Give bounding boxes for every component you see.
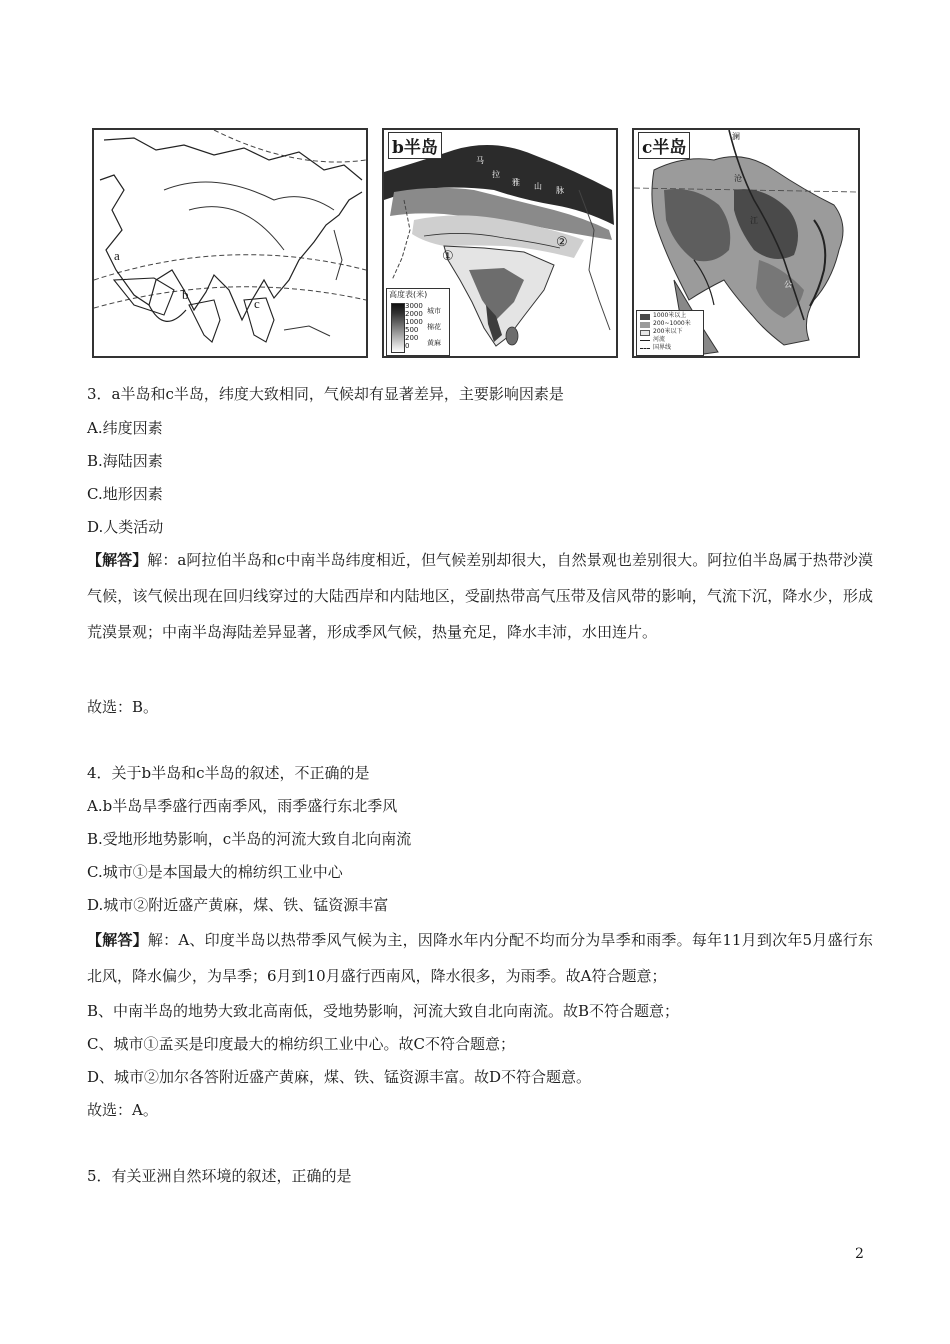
city-marker-2: ② xyxy=(556,234,568,249)
q4-option-a: A.b半岛旱季盛行西南季风，雨季盛行东北季风 xyxy=(87,797,398,815)
india-map xyxy=(382,128,618,358)
legend-city: 城市 xyxy=(427,307,441,315)
mountain-char: 拉 xyxy=(492,170,500,179)
q4-stem: 4．关于b半岛和c半岛的叙述，不正确的是 xyxy=(87,764,370,782)
indochina-map-title: c半岛 xyxy=(638,132,690,159)
q4-option-c: C.城市①是本国最大的棉纺织工业中心 xyxy=(87,863,343,881)
q4-answer-label: 【解答】 xyxy=(87,931,148,949)
legend-level: 0 xyxy=(405,342,410,350)
q4-choice: 故选：A。 xyxy=(87,1101,158,1119)
legend-level: 200 xyxy=(405,334,419,342)
page-number: 2 xyxy=(855,1246,864,1262)
q3-option-a: A.纬度因素 xyxy=(87,419,163,437)
legend-level: 3000 xyxy=(405,302,423,310)
terrain-legend xyxy=(636,310,704,356)
legend-swatch xyxy=(640,330,650,336)
mountain-char: 马 xyxy=(476,156,484,165)
q3-choice: 故选：B。 xyxy=(87,698,159,716)
legend-cotton: 棉花 xyxy=(427,323,441,331)
map-char-gong: 公 xyxy=(784,280,792,289)
asia-map xyxy=(92,128,368,358)
legend-level: 2000 xyxy=(405,310,423,318)
legend-level: 1000 xyxy=(405,318,423,326)
map-label-b: b xyxy=(182,287,189,302)
q3-option-c: C.地形因素 xyxy=(87,485,163,503)
legend-swatch xyxy=(640,322,650,328)
map-label-a: a xyxy=(114,248,120,263)
mountain-char: 脉 xyxy=(556,186,564,195)
legend-item: 河流 xyxy=(653,336,666,343)
legend-border-line xyxy=(640,348,650,349)
river-char: 澜 xyxy=(732,132,740,141)
legend-swatch xyxy=(640,314,650,320)
q4-answer-a-text: 解：A、印度半岛以热带季风气候为主，因降水年内分配不均而分为旱季和雨季。每年11月到次年5月盛行东北风，降水偏少，为旱季；6月到10月盛行西南风，降水很多，为雨季。故A符合题意； xyxy=(87,931,873,985)
legend-item: 200米以下 xyxy=(653,328,683,335)
mountain-char: 山 xyxy=(534,182,542,191)
legend-jute: 黄麻 xyxy=(427,339,441,347)
figure-maps xyxy=(92,128,860,358)
mountain-char: 喜 xyxy=(452,138,460,147)
legend-item: 1000米以上 xyxy=(653,312,687,319)
indochina-map xyxy=(632,128,860,358)
river-char: 江 xyxy=(750,216,758,225)
elevation-legend xyxy=(386,288,450,356)
q4-answer-c: C、城市①孟买是印度最大的棉纺织工业中心。故C不符合题意； xyxy=(87,1035,515,1053)
q3-option-b: B.海陆因素 xyxy=(87,452,163,470)
q4-answer-b: B、中南半岛的地势大致北高南低，受地势影响，河流大致自北向南流。故B不符合题意； xyxy=(87,1002,680,1020)
india-map-title: b半岛 xyxy=(388,132,442,159)
river-char: 沧 xyxy=(734,174,742,183)
q4-answer-a xyxy=(87,922,873,994)
q3-stem: 3．a半岛和c半岛，纬度大致相同，气候却有显著差异，主要影响因素是 xyxy=(87,385,564,403)
q3-answer-text: 解：a阿拉伯半岛和c中南半岛纬度相近，但气候差别却很大，自然景观也差别很大。阿拉伯半岛属于热带沙漠气候，该气候出现在回归线穿过的大陆西岸和内陆地区，受副热带高气压带及信风带的影响，气流下沉，降水少，形成荒漠景观；中南半岛海陆差异显著，形成季风气候，热量充足，降水丰沛，水田连片。 xyxy=(87,551,873,641)
map-label-c: c xyxy=(254,296,260,311)
q3-option-d: D.人类活动 xyxy=(87,518,164,536)
legend-item: 200~1000米 xyxy=(653,320,691,327)
legend-level: 500 xyxy=(405,326,419,334)
q4-answer-d: D、城市②加尔各答附近盛产黄麻，煤、铁、锰资源丰富。故D不符合题意。 xyxy=(87,1068,592,1086)
legend-title: 高度表(米) xyxy=(389,290,428,299)
q3-answer xyxy=(87,542,873,650)
q4-option-b: B.受地形地势影响，c半岛的河流大致自北向南流 xyxy=(87,830,412,848)
q4-option-d: D.城市②附近盛产黄麻，煤、铁、锰资源丰富 xyxy=(87,896,389,914)
legend-river-line xyxy=(640,340,650,341)
mountain-char: 雅 xyxy=(512,178,520,187)
city-marker-1: ① xyxy=(442,248,454,263)
q5-stem: 5．有关亚洲自然环境的叙述，正确的是 xyxy=(87,1167,352,1185)
legend-item: 国界线 xyxy=(653,344,672,351)
asia-map-drawing xyxy=(94,130,366,356)
legend-swatch xyxy=(391,303,405,353)
q3-answer-label: 【解答】 xyxy=(87,551,148,569)
